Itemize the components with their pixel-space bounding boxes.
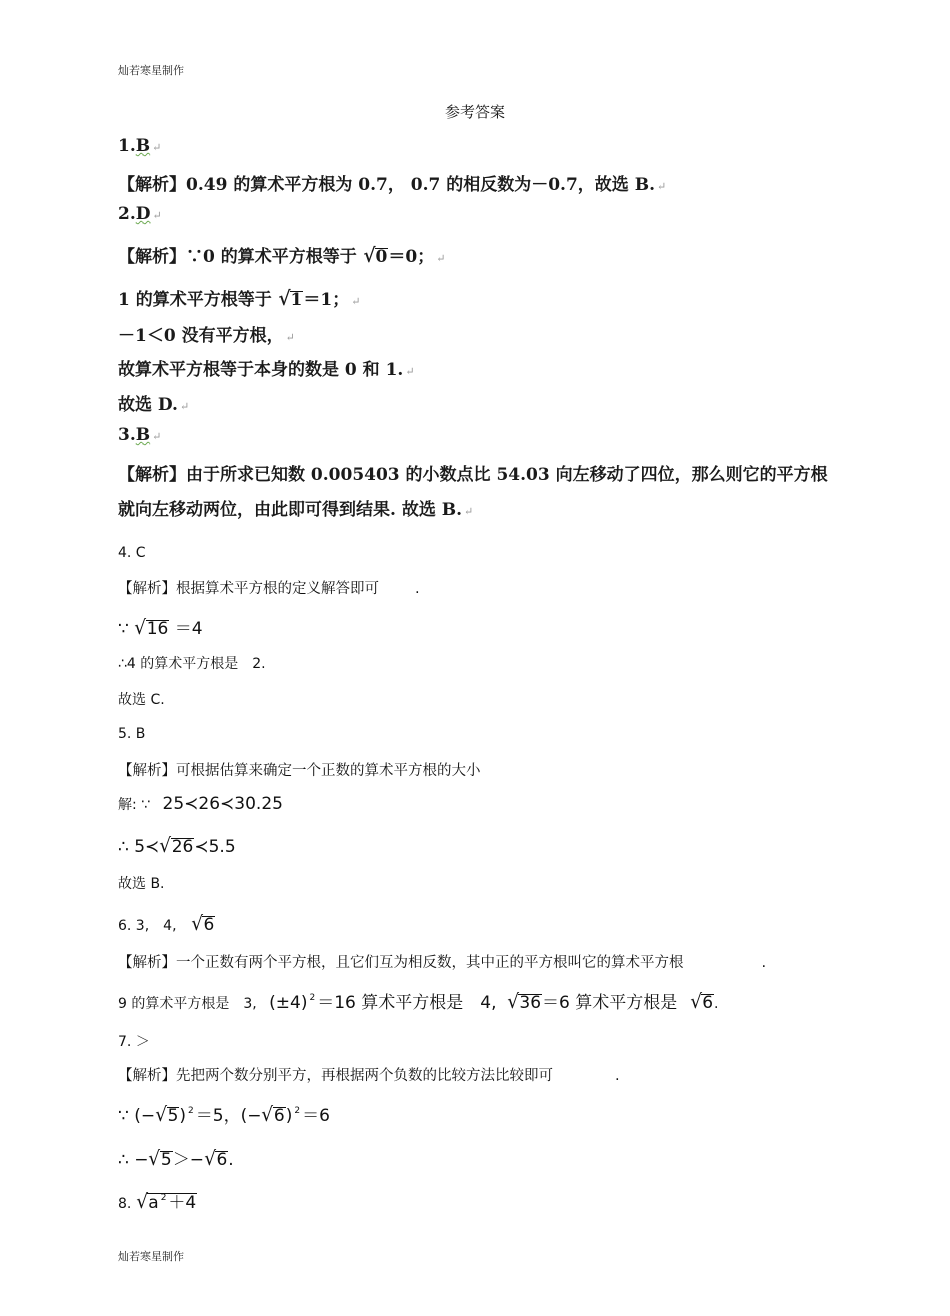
sqrt-expression: √0 — [362, 244, 388, 267]
q4-step2: ∴4 的算术平方根是 2. — [118, 656, 266, 672]
page-header: 灿若寒星制作 — [118, 64, 184, 77]
radical-sign-icon: √ — [191, 912, 204, 935]
sqrt-expression: √36 — [507, 990, 542, 1013]
sqrt-expression: √6 — [261, 1103, 285, 1126]
sqrt-expression: √6 — [204, 1147, 228, 1170]
q4-step3: 故选 C. — [118, 692, 165, 708]
radical-sign-icon: √ — [148, 1147, 161, 1170]
return-mark-icon: ↵ — [152, 141, 162, 154]
radical-sign-icon: √ — [134, 616, 147, 639]
return-mark-icon: ↵ — [285, 331, 295, 344]
radical-sign-icon: √ — [690, 990, 702, 1013]
sqrt-expression: √16 — [134, 616, 169, 639]
q2-explanation-line4: 故算术平方根等于本身的数是 0 和 1. ↵ — [118, 360, 415, 380]
q2-explanation-line1: 【解析】∵0 的算术平方根等于 √0＝0； ↵ — [118, 244, 446, 267]
radical-sign-icon: √ — [159, 834, 172, 857]
q3-explanation-line2: 就向左移动两位，由此即可得到结果. 故选 B. ↵ — [118, 500, 474, 520]
q6-answer: 6. 3, 4, √6 — [118, 912, 215, 935]
q2-explanation-line5: 故选 D. ↵ — [118, 395, 190, 415]
q2-explanation-line2: 1 的算术平方根等于 √1＝1； ↵ — [118, 287, 361, 310]
q6-explanation: 【解析】一个正数有两个平方根，且它们互为相反数，其中正的平方根叫它的算术平方根 . — [118, 955, 767, 971]
page-footer: 灿若寒星制作 — [118, 1250, 184, 1263]
q5-step2: ∴ 5≺√26≺5.5 — [118, 834, 236, 857]
q2-explanation-line3: －1＜0 没有平方根， ↵ — [118, 326, 295, 346]
q1-answer: 1.B ↵ — [118, 136, 162, 156]
sqrt-expression: √26 — [159, 834, 194, 857]
return-mark-icon: ↵ — [152, 430, 162, 443]
return-mark-icon: ↵ — [464, 505, 474, 518]
return-mark-icon: ↵ — [351, 295, 361, 308]
q6-step1: 9 的算术平方根是 3, (±4) $^2$ ＝16 算术平方根是 4, √36＝6 算术平方根是 √6. — [118, 990, 719, 1013]
q3-explanation-line1: 【解析】由于所求已知数 0.005403 的小数点比 54.03 向左移动了四位，那么则它的平方根 — [118, 465, 828, 485]
q1-answer-letter: B — [135, 136, 151, 156]
q5-explanation: 【解析】可根据估算来确定一个正数的算术平方根的大小 — [118, 763, 481, 779]
sqrt-expression: √6 — [191, 912, 215, 935]
return-mark-icon: ↵ — [179, 400, 190, 413]
return-mark-icon: ↵ — [152, 209, 162, 222]
q5-step1: 解: ∵ 25≺26≺30.25 — [118, 794, 283, 814]
q7-step1: ∵ (−√5) $^2$ ＝5，(−√6) $^2$ ＝6 — [118, 1103, 330, 1126]
radical-sign-icon: √ — [362, 244, 376, 267]
q7-explanation: 【解析】先把两个数分别平方，再根据两个负数的比较方法比较即可 . — [118, 1068, 620, 1084]
q4-explanation: 【解析】根据算术平方根的定义解答即可 . — [118, 581, 420, 597]
q4-answer: 4. C — [118, 545, 146, 561]
q5-answer: 5. B — [118, 726, 146, 742]
q1-explanation: 【解析】0.49 的算术平方根为 0.7， 0.7 的相反数为－0.7，故选 B. ↵ — [118, 175, 667, 195]
radical-sign-icon: √ — [136, 1190, 148, 1213]
q4-step1: ∵ √16 ＝4 — [118, 616, 203, 639]
q3-answer: 3.B ↵ — [118, 425, 162, 445]
return-mark-icon: ↵ — [657, 180, 667, 193]
q2-answer: 2.D ↵ — [118, 204, 162, 224]
q7-answer: 7. ＞ — [118, 1034, 150, 1050]
return-mark-icon: ↵ — [436, 252, 446, 265]
q7-step2: ∴ −√5＞−√6. — [118, 1147, 234, 1170]
radical-sign-icon: √ — [507, 990, 520, 1013]
sqrt-expression: √a $^2$ ＋4 — [136, 1190, 197, 1213]
radical-sign-icon: √ — [277, 287, 291, 310]
sqrt-expression: √5 — [155, 1103, 179, 1126]
radical-sign-icon: √ — [261, 1103, 274, 1126]
radical-sign-icon: √ — [155, 1103, 168, 1126]
q8-answer: 8. √a $^2$ ＋4 — [118, 1190, 197, 1213]
radical-sign-icon: √ — [204, 1147, 217, 1170]
sqrt-expression: √1 — [277, 287, 303, 310]
return-mark-icon: ↵ — [405, 365, 415, 378]
sqrt-expression: √5 — [148, 1147, 172, 1170]
q5-step3: 故选 B. — [118, 876, 165, 892]
page-title: 参考答案 — [444, 103, 505, 121]
sqrt-expression: √6 — [690, 990, 714, 1013]
